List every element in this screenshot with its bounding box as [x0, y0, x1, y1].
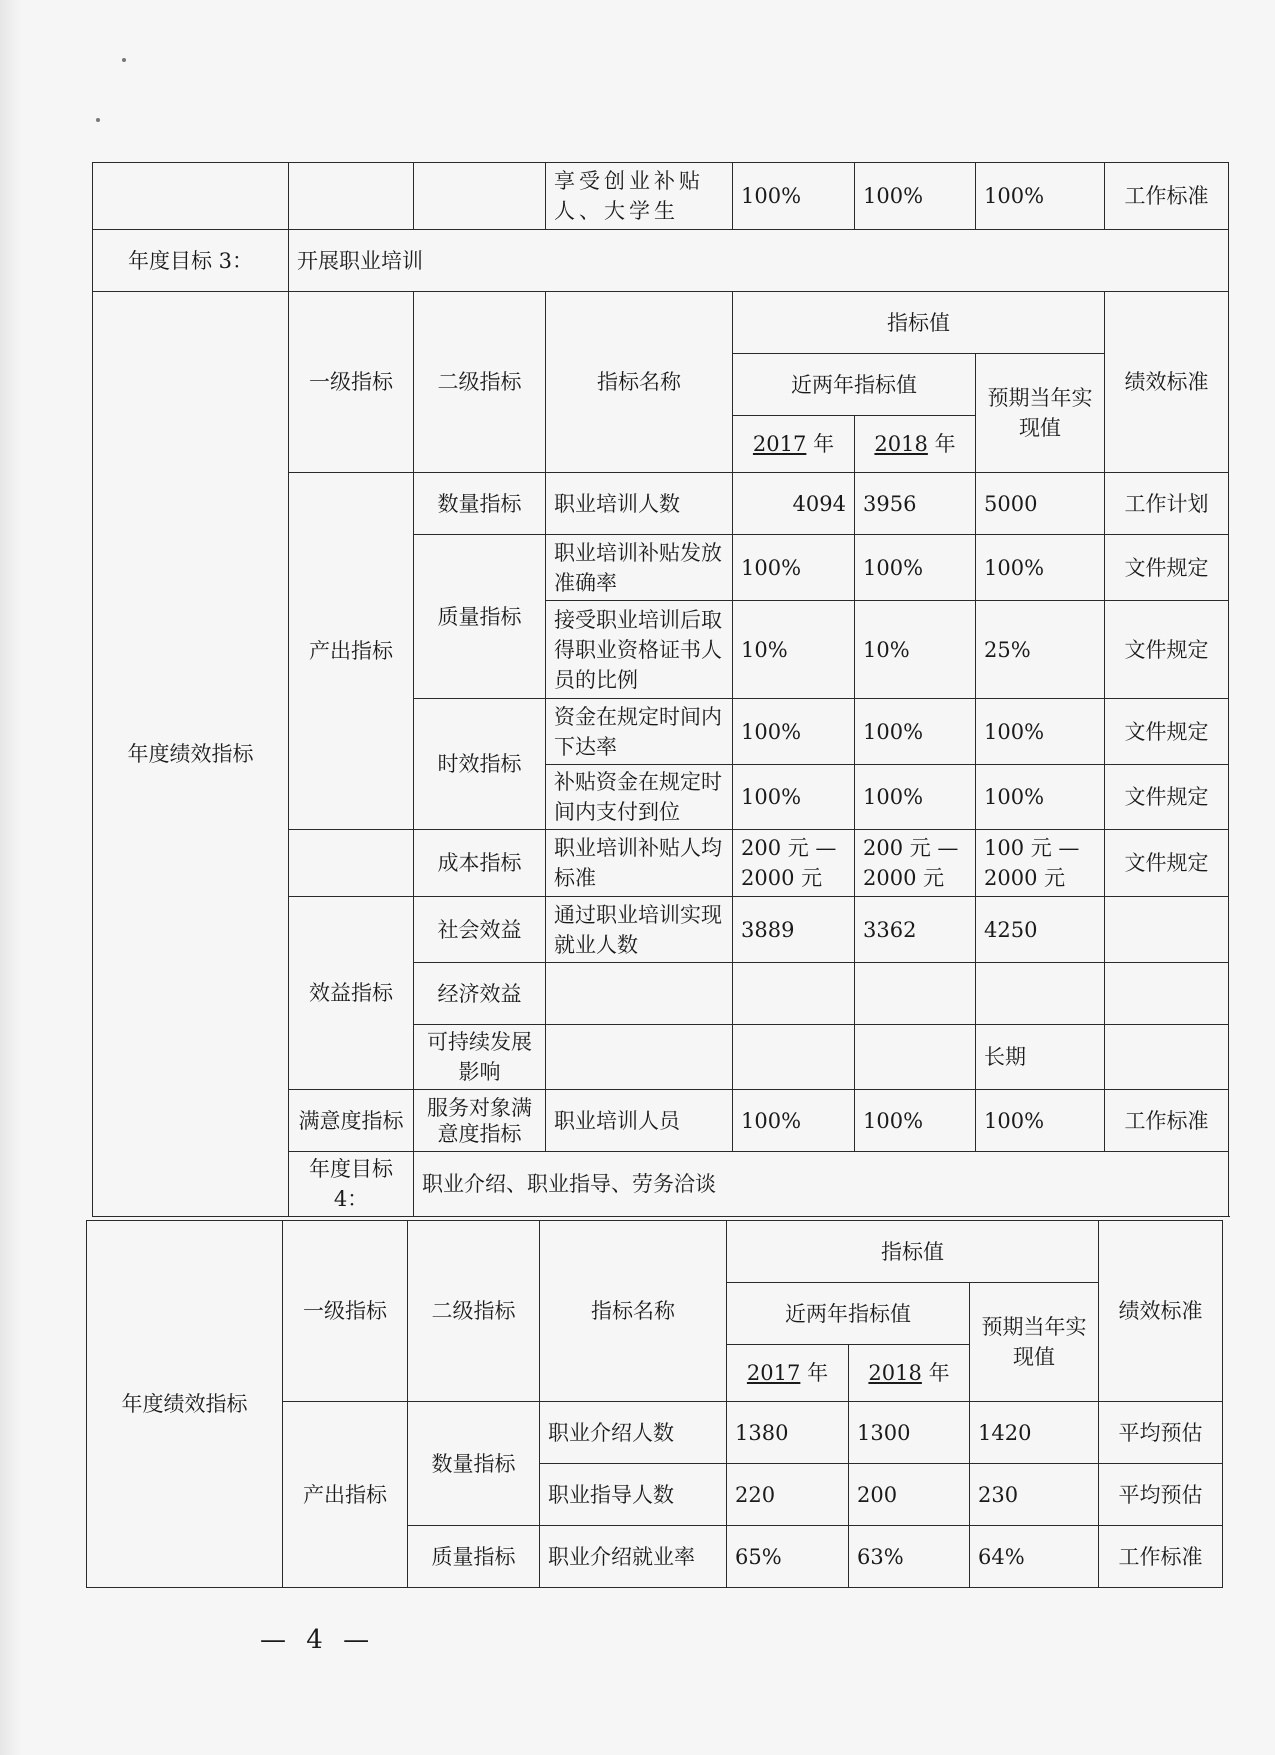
goal-label: 年度目标 4： — [289, 1152, 414, 1217]
subcategory: 可持续发展影响 — [414, 1025, 546, 1090]
subcategory: 社会效益 — [414, 897, 546, 963]
year-suffix: 年 — [928, 1361, 950, 1385]
header-year-2018 — [849, 1345, 970, 1402]
subcategory: 时效指标 — [414, 699, 546, 830]
header-perf-standard: 绩效标准 — [1099, 1221, 1223, 1402]
value-expected: 100% — [976, 535, 1105, 601]
header-year-2017 — [733, 416, 855, 473]
subcategory: 质量指标 — [408, 1526, 540, 1588]
indicator-name — [546, 963, 733, 1025]
value-2017: 100% — [733, 163, 855, 230]
value-2018: 100% — [855, 1090, 976, 1152]
value-2017 — [733, 963, 855, 1025]
value-2018: 3362 — [855, 897, 976, 963]
year-2018: 2018 — [868, 1361, 922, 1385]
perf-standard — [1105, 963, 1229, 1025]
goal-label: 年度目标 3： — [93, 230, 289, 292]
value-2017: 100% — [733, 765, 855, 830]
perf-standard: 文件规定 — [1105, 535, 1229, 601]
value-expected: 25% — [976, 601, 1105, 699]
indicator-name — [546, 1025, 733, 1090]
year-2017: 2017 — [752, 432, 807, 456]
indicator-name: 职业培训人员 — [546, 1090, 733, 1152]
perf-standard: 平均预估 — [1099, 1402, 1223, 1464]
value-2017: 1380 — [727, 1402, 849, 1464]
header-level1: 一级指标 — [283, 1221, 408, 1402]
category-output: 产出指标 — [283, 1402, 408, 1588]
performance-table-goal4 — [86, 1220, 1223, 1588]
year-2017: 2017 — [746, 1361, 801, 1385]
value-2018: 200 — [849, 1464, 970, 1526]
value-expected: 4250 — [976, 897, 1105, 963]
indicator-name: 补贴资金在规定时间内支付到位 — [546, 765, 733, 830]
value-expected: 长期 — [976, 1025, 1105, 1090]
goal-text: 职业介绍、职业指导、劳务洽谈 — [414, 1152, 1229, 1217]
perf-standard — [1105, 1025, 1229, 1090]
perf-standard: 平均预估 — [1099, 1464, 1223, 1526]
category-benefit: 效益指标 — [289, 897, 414, 1090]
value-2017: 4094 — [733, 473, 855, 535]
value-2018: 100% — [855, 535, 976, 601]
indicator-name: 职业指导人数 — [540, 1464, 727, 1526]
page-number: — 4 — — [260, 1625, 376, 1655]
perf-standard: 工作计划 — [1105, 473, 1229, 535]
indicator-name: 职业培训补贴人均标准 — [546, 830, 733, 897]
value-expected: 100 元 — 2000 元 — [976, 830, 1105, 897]
value-2017: 65% — [727, 1526, 849, 1588]
perf-standard: 文件规定 — [1105, 830, 1229, 897]
indicator-name: 资金在规定时间内下达率 — [546, 699, 733, 765]
category-satisfaction: 满意度指标 — [289, 1090, 414, 1152]
value-expected: 100% — [976, 765, 1105, 830]
header-row — [87, 1221, 1223, 1283]
value-expected: 230 — [970, 1464, 1099, 1526]
header-indicator-name: 指标名称 — [546, 292, 733, 473]
goal-row — [93, 230, 1229, 292]
value-2017: 10% — [733, 601, 855, 699]
value-expected: 64% — [970, 1526, 1099, 1588]
value-expected: 100% — [976, 1090, 1105, 1152]
perf-indicator-label: 年度绩效指标 — [87, 1221, 283, 1588]
indicator-name: 职业培训补贴发放准确率 — [546, 535, 733, 601]
perf-standard: 工作标准 — [1105, 1090, 1229, 1152]
indicator-name: 职业培训人数 — [546, 473, 733, 535]
value-2017: 220 — [727, 1464, 849, 1526]
scan-speck — [122, 58, 126, 62]
goal-text: 开展职业培训 — [289, 230, 1229, 292]
value-2017: 100% — [733, 1090, 855, 1152]
value-2017: 200 元 — 2000 元 — [733, 830, 855, 897]
subcategory: 质量指标 — [414, 535, 546, 699]
value-expected: 1420 — [970, 1402, 1099, 1464]
value-2018: 100% — [855, 765, 976, 830]
indicator-name: 接受职业培训后取得职业资格证书人员的比例 — [546, 601, 733, 699]
value-2017: 3889 — [733, 897, 855, 963]
perf-standard: 文件规定 — [1105, 765, 1229, 830]
header-recent-two-years: 近两年指标值 — [733, 354, 976, 416]
subcategory: 经济效益 — [414, 963, 546, 1025]
perf-standard: 文件规定 — [1105, 699, 1229, 765]
header-perf-standard: 绩效标准 — [1105, 292, 1229, 473]
header-level2: 二级指标 — [414, 292, 546, 473]
indicator-name: 享受创业补贴人、大学生 — [546, 163, 733, 230]
perf-standard: 工作标准 — [1105, 163, 1229, 230]
perf-indicator-label: 年度绩效指标 — [93, 292, 289, 1217]
subcategory: 数量指标 — [414, 473, 546, 535]
table-row — [93, 163, 1229, 230]
header-indicator-value: 指标值 — [733, 292, 1105, 354]
header-recent-two-years: 近两年指标值 — [727, 1283, 970, 1345]
header-year-2017 — [727, 1345, 849, 1402]
perf-standard: 工作标准 — [1099, 1526, 1223, 1588]
header-indicator-value: 指标值 — [727, 1221, 1099, 1283]
indicator-name: 通过职业培训实现就业人数 — [546, 897, 733, 963]
header-expected-current: 预期当年实现值 — [976, 354, 1105, 473]
perf-standard: 文件规定 — [1105, 601, 1229, 699]
value-2018: 63% — [849, 1526, 970, 1588]
value-2018 — [855, 963, 976, 1025]
value-2018: 1300 — [849, 1402, 970, 1464]
year-suffix: 年 — [813, 432, 835, 456]
value-expected: 100% — [976, 699, 1105, 765]
year-suffix: 年 — [807, 1361, 829, 1385]
indicator-name: 职业介绍就业率 — [540, 1526, 727, 1588]
scan-edge — [0, 0, 22, 1755]
header-level2: 二级指标 — [408, 1221, 540, 1402]
value-2018: 100% — [855, 699, 976, 765]
value-2018: 200 元 — 2000 元 — [855, 830, 976, 897]
performance-table-goal3 — [92, 162, 1229, 1217]
header-level1: 一级指标 — [289, 292, 414, 473]
value-expected: 100% — [976, 163, 1105, 230]
value-2018: 10% — [855, 601, 976, 699]
value-2018 — [855, 1025, 976, 1090]
header-indicator-name: 指标名称 — [540, 1221, 727, 1402]
value-2017: 100% — [733, 699, 855, 765]
subcategory: 服务对象满意度指标 — [414, 1090, 546, 1152]
value-expected — [976, 963, 1105, 1025]
value-2018: 3956 — [855, 473, 976, 535]
value-expected: 5000 — [976, 473, 1105, 535]
scan-speck — [96, 118, 100, 122]
header-row — [93, 292, 1229, 354]
year-2018: 2018 — [874, 432, 928, 456]
category-output: 产出指标 — [289, 473, 414, 830]
value-2018: 100% — [855, 163, 976, 230]
subcategory: 成本指标 — [414, 830, 546, 897]
value-2017 — [733, 1025, 855, 1090]
indicator-name: 职业介绍人数 — [540, 1402, 727, 1464]
subcategory: 数量指标 — [408, 1402, 540, 1526]
header-expected-current: 预期当年实现值 — [970, 1283, 1099, 1402]
year-suffix: 年 — [934, 432, 956, 456]
perf-standard — [1105, 897, 1229, 963]
header-year-2018 — [855, 416, 976, 473]
value-2017: 100% — [733, 535, 855, 601]
